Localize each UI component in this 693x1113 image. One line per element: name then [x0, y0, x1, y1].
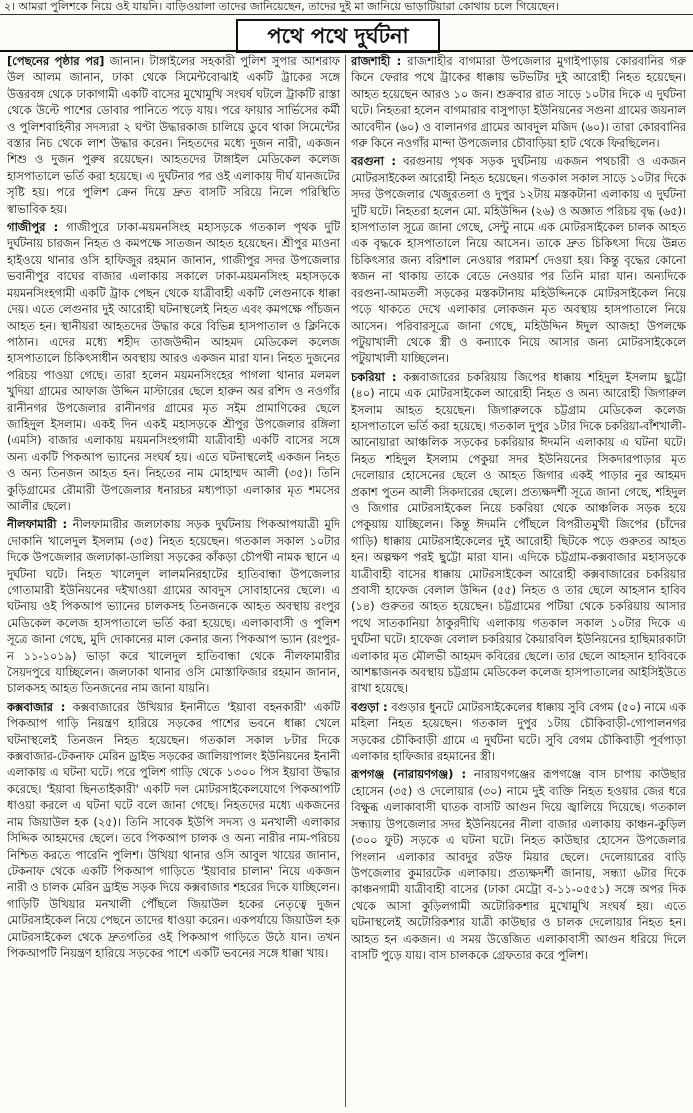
article-paragraph [7, 219, 340, 514]
headline-rule [0, 50, 693, 52]
dateline: গাজীপুর : [7, 220, 59, 235]
top-strip-text: ২। আমরা পুলিশকে নিয়ে ওই যায়নি। বাড়িওয়ালা তাদের জানিয়েছেন, তাদের দুই মা জানিয়ে ভাড়াটিয়ারা কোথায় চলে গিয়েছেন। [0, 0, 693, 15]
column-divider [345, 55, 346, 1107]
article-paragraph [7, 53, 340, 217]
left-column [7, 53, 340, 1109]
dateline: কক্সবাজার : [7, 699, 66, 714]
right-column [351, 53, 686, 1109]
dateline: চকরিয়া : [351, 369, 397, 384]
paragraph-text: কক্সবাজারের উখিয়ার ইনানীতে 'ইয়াবা বহনকারী' একটি পিকআপ গাড়ি নিয়ন্ত্রণ হারিয়ে সড়কের পাশের ভবনে ধাক্কা খেলে ঘটনাস্থলেই তিনজন নিহত হয়েছেন। গতকাল সকাল ৮টার দিকে কক্সবাজার-টেকনাফ মেরিন ড্রাইভ সড়কের জালিয়াপালং ইউনিয়নের ইনানী এলাকায় এ ঘটনা ঘটে। পরে পুলিশ গাড়ি থেকে ১৩০০ পিস ইয়াবা উদ্ধার করেছে। 'ইয়াবা ছিনতাইকারী' একটি দল মোটরসাইকেলযোগে পিকআপটি ধাওয়া করলে এ ঘটনা ঘটে বলে জানা গেছে। নিহতদের মধ্যে একজনের নাম জিয়াউল হক (২৫)। তিনি সাবেক ইউপি সদস্য ও মনখালী এলাকার সিদ্দিক আহমদের ছেলে। তবে পিকআপ চালক ও অন্য নারীর নাম-পরিচয় নিশ্চিত করতে পারেনি পুলিশ। উখিয়া থানার ওসি আবুল খায়ের জানান, টেকনাফ থেকে একটি পিকআপ গাড়িতে 'ইয়াবার চালান' নিয়ে একজন নারী ও চালক মেরিন ড্রাইভ সড়ক দিয়ে কক্সবাজার শহরের দিকে যাচ্ছিলেন। গাড়িটি উখিয়ার মনখালী পৌঁছলে জিয়াউল হকের নেতৃত্বে দুজন মোটরসাইকেল নিয়ে পেছনে তাদের ধাওয়া করেন। একপর্যায়ে জিয়াউল হক মোটরসাইকেল থেকে দ্রুতগতির ওই পিকআপ গাড়িতে উঠে যান। তখন পিকআপটি নিয়ন্ত্রণ হারিয়ে সড়কের পাশে একটি ভবনের সঙ্গে ধাক্কা খায়। [7, 699, 340, 960]
paragraph-text: জানান। টাঙ্গাইলের সহকারী পুলিশ সুপার আশরাফ উল আলম জানান, ঢাকা থেকে সিমেন্টবোঝাই একটি ট্রাকের সঙ্গে উত্তরবঙ্গ থেকে ঢাকাগামী একটি বাসের মুখোমুখি সংঘর্ষ ঘটলে ট্রাকটি রাস্তা থেকে উল্টে পাশের ডোবার পানিতে পড়ে যায়। পরে ফায়ার সার্ভিসের কর্মী ও পুলিশবাহিনীর সদস্যরা ২ ঘণ্টা উদ্ধারকাজ চালিয়ে ডুবে থাকা সিমেন্টের বস্তার নিচ থেকে লাশ উদ্ধার করেন। নিহতদের মধ্যে দুজন নারী, একজন শিশু ও দুজন পুরুষ রয়েছেন। আহতদের টাঙ্গাইল মেডিকেল কলেজ হাসপাতালে ভর্তি করা হয়েছে। এ দুর্ঘটনার পর ওই এলাকায় দীর্ঘ যানজটের সৃষ্টি হয়। পরে পুলিশ ক্রেন দিয়ে দ্রুত বাসটি সরিয়ে নিলে পরিস্থিতি স্বাভাবিক হয়। [7, 54, 340, 216]
dateline: নীলফামারী : [7, 517, 67, 532]
headline-box [236, 19, 440, 53]
article-paragraph [7, 699, 340, 962]
article-paragraph [7, 516, 340, 696]
dateline: বরগুনা : [351, 154, 396, 169]
paragraph-text: নারায়ণগঞ্জের রূপগঞ্জে বাস চাপায় কাউছার হোসেন (৩৫) ও দেলোয়ার (৩০) নামে দুই ব্যক্তি নিহত হওয়ার জের ধরে বিক্ষুব্ধ এলাকাবাসী ঘাতক বাসটি আগুন দিয়ে জ্বালিয়ে দিয়েছে। গতকাল সন্ধ্যায় উপজেলার সদর ইউনিয়নের নীলা বাজার এলাকায় কাঞ্চন-কুড়িল (৩০০ ফুট) সড়কে এ ঘটনা ঘটে। নিহত কাউছার হোসেন উপজেলার পিংলান এলাকার আবদুর রউফ মিয়ার ছেলে। দেলোয়ারের বাড়ি উপজেলার কুমারটেক এলাকায়। প্রত্যক্ষদর্শী জানায়, সন্ধ্যা ৬টার দিকে কাঞ্চনগামী যাত্রীবাহী বাসের (ঢাকা মেট্রো ব-১১-০৫৫১) সঙ্গে অপর দিক থেকে আসা কুড়িলগামী অটোরিকশার মুখোমুখি সংঘর্ষ হয়। এতে ঘটনাস্থলেই অটোরিকশার যাত্রী কাউছার ও চালক দেলোয়ার নিহত হন। আহত হন একজন। এ সময় উত্তেজিত এলাকাবাসী আগুন ধরিয়ে দিলে বাসটি পুড়ে যায়। বাস চালককে গ্রেফতার করে পুলিশ। [351, 767, 686, 962]
dateline: [পেছনের পৃষ্ঠার পর] [7, 54, 105, 68]
paragraph-text: নীলফামারীর জলঢাকায় সড়ক দুর্ঘটনায় পিকআপযাত্রী মুদি দোকানি খালেদুল ইসলাম (৩৫) নিহত হয়েছেন। গতকাল সকাল ১০টার দিকে উপজেলার জলঢাকা-ডালিয়া সড়কের কাঁকড়া চৌপথী নামক স্থানে এ দুর্ঘটনা ঘটে। নিহত খালেদুল লালমনিরহাটের হাতিবান্ধা উপজেলার গোতামারী ইউনিয়নের দইখাওয়া গ্রামের আবদুস সোবাহানের ছেলে। এ ঘটনায় ওই পিকআপ ভ্যানের চালকসহ তিনজনকে আহত অবস্থায় রংপুর মেডিকেল কলেজ হাসপাতালে ভর্তি করা হয়েছে। এলাকাবাসী ও পুলিশ সূত্রে জানা গেছে, মুদি দোকানের মাল কেনার জন্য পিকআপ ভ্যান (রংপুর-ন ১১-১০১৯) ভাড়া করে খালেদুল হাতিবান্ধা থেকে নীলফামারীর সৈয়দপুরে যাচ্ছিলেন। জলঢাকা থানার ওসি মোস্তাফিজার রহমান জানান, চালকসহ আহত তিনজনের নাম জানা যায়নি। [7, 517, 340, 696]
paragraph-text: রাজশাহীর বাগমারা উপজেলার মুগাইপাড়ায় কোরবানির গরু কিনে ফেরার পথে ট্রাকের ধাক্কায় ভটভটির দুই আরোহী নিহত হয়েছেন। আহত হয়েছেন আরও ১০ জন। শুক্রবার রাত সাড়ে ১০টার দিকে এ দুর্ঘটনা ঘটে। নিহতরা হলেন বাগমারার বাসুপাড়া ইউনিয়নের সগুনা গ্রামের জয়নাল আবেদীন (৬০) ও বালানগর গ্রামের আবদুল মজিদ (৬০)। তারা কোরবানির গরু কিনে নওগাঁর মান্দা উপজেলার চৌবাড়িয়া হাট থেকে ফিরছিলেন। [351, 54, 686, 151]
article-paragraph [351, 153, 686, 366]
dateline: রূপগঞ্জ (নারায়ণগঞ্জ) : [351, 767, 467, 782]
article-paragraph [351, 699, 686, 765]
article-paragraph [351, 369, 686, 697]
article-paragraph [351, 766, 686, 963]
dateline: রাজশাহী : [351, 54, 402, 68]
page-headline: পথে পথে দুর্ঘটনা [267, 23, 409, 48]
paragraph-text: গাজীপুরে ঢাকা-ময়মনসিংহ মহাসড়কে গতকাল পৃথক দুটি দুর্ঘটনায় চারজন নিহত ও কমপক্ষে সাতজন আহত হয়েছেন। শ্রীপুর মাওনা হাইওয়ে থানার ওসি হাফিজুর রহমান জানান, গাজীপুর সদর উপজেলার ভবানীপুর বাঘের বাজার এলাকায় সকালে ঢাকা-ময়মনসিংহ মহাসড়কে ময়মনসিংহগামী একটি ট্রাক পেছন থেকে যাত্রীবাহী একটি লেগুনাকে ধাক্কা দেয়। এতে লেগুনার দুই আরোহী ঘটনাস্থলেই নিহত এবং কমপক্ষে পাঁচজন আহত হন। স্থানীয়রা আহতদের উদ্ধার করে বিভিন্ন হাসপাতাল ও ক্লিনিকে পাঠান। এদের মধ্যে শহীদ তাজউদ্দীন আহমদ মেডিকেল কলেজ হাসপাতালে চিকিৎসাধীন অবস্থায় আরও একজন মারা যান। নিহত দুজনের পরিচয় পাওয়া গেছে। তারা হলেন ময়মনসিংহের পাগলা থানার মলমল খুদিয়া গ্রামের আফাজ উদ্দিন মাস্টারের ছেলে হারুন অর রশিদ ও নওগাঁর রানীনগর উপজেলার রানীনগর গ্রামের মৃত সইম প্রামাণিকের ছেলে জাহিদুল ইসলাম। একই দিন একই মহাসড়কে শ্রীপুর উপজেলার রঙ্গিলা (এমসি) বাজার এলাকায় ময়মনসিংহগামী যাত্রীবাহী একটি বাসের সঙ্গে অন্য একটি পিকআপ ভ্যানের সংঘর্ষ হয়। এতে ঘটনাস্থলেই একজন নিহত ও অন্য তিনজন আহত হন। নিহতের নাম মোহাম্মদ আলী (৩৫)। তিনি কুড়িগ্রামের রৌমারী উপজেলার ধনারচর মধ্যপাড়া এলাকার মৃত শমসের আলীর ছেলে। [7, 220, 340, 513]
article-paragraph [351, 53, 686, 151]
paragraph-text: কক্সবাজারের চকরিয়ায় জিপের ধাক্কায় শহিদুল ইসলাম ছুট্টো (৪০) নামে এক মোটরসাইকেল আরোহী নিহত ও অন্য আরোহী জিগারুল ইসলাম আহত হয়েছেন। জিগারুলকে চট্টগ্রাম মেডিকেল কলেজ হাসপাতালে ভর্তি করা হয়েছে। গতকাল দুপুর ১টার দিকে চকরিয়া-বাঁশখালী-আনোয়ারা আঞ্চলিক সড়কের চকরিয়ার ঈদমনি এলাকায় এ ঘটনা ঘটে। নিহত শহিদুল ইসলাম পেকুয়া সদর ইউনিয়নের সিকদারপাড়ার মৃত দেলোয়ার হোসেনের ছেলে ও আহত জিগার একই পাড়ার নুর আহমদ প্রকাশ পুতন আলী সিকদারের ছেলে। প্রত্যক্ষদর্শী সূত্রে জানা গেছে, শহিদুল ও জিগার মোটরসাইকেল নিয়ে চকরিয়া থেকে আঞ্চলিক সড়ক হয়ে পেকুয়ায় যাচ্ছিলেন। কিন্তু ঈদমনি পৌঁছলে বিপরীতমুখী জিপের (চাঁদের গাড়ি) ধাক্কায় মোটরসাইকেলের দুই আরোহী ছিটকে পড়ে গুরুতর আহত হন। অল্পক্ষণ পরই ছুট্টো মারা যান। এদিকে চট্টগ্রাম-কক্সবাজার মহাসড়কে যাত্রীবাহী বাসের ধাক্কায় মোটরসাইকেল আরোহী কক্সবাজারের চকরিয়ার প্রবাসী হাফেজ বেলাল উদ্দিন (৫৫) নিহত ও তার ছেলে আহসান হাবিব (১৪) গুরুতর আহত হয়েছেন। চট্টগ্রামের পটিয়া থেকে চকরিয়ায় আসার পথে সাতকানিয়া ঠাকুরদীঘি এলাকায় গতকাল সকাল ১০টার দিকে এ দুর্ঘটনা ঘটে। হাফেজ বেলাল চকরিয়ার কৈয়ারবিল ইউনিয়নের হাছিমারকাটা এলাকার মৃত মৌলভী আহমদ কবিরের ছেলে। তার ছেলে আহসান হাবিবকে আশঙ্কাজনক অবস্থায় চট্টগ্রাম মেডিকেল কলেজ হাসপাতালের আইসিইউতে রাখা হয়েছে। [351, 369, 686, 696]
paragraph-text: বগুড়ার ধুনটে মোটরসাইকেলের ধাক্কায় সুবি বেগম (৫০) নামে এক মহিলা নিহত হয়েছেন। গতকাল দুপুর ১টায় চৌকিবাড়ী-গোপালনগর সড়কের চৌকিবাড়ী গ্রামে এ দুর্ঘটনা ঘটে। সুবি বেগম চৌকিবাড়ী পূর্বপাড়া এলাকার হাফিজার রহমানের স্ত্রী। [351, 699, 686, 764]
paragraph-text: বরগুনায় পৃথক সড়ক দুর্ঘটনায় একজন পথচারী ও একজন মোটরসাইকেল আরোহী নিহত হয়েছেন। গতকাল সকাল সাড়ে ১০টার দিকে সদর উপজেলার খেজুরতলা ও দুপুর ১২টায় মস্তকটানা এলাকায় এ দুর্ঘটনা দুটি ঘটে। নিহতরা হলেন মো. মহিউদ্দিন (২৬) ও অজ্ঞাত পরিচয় বৃদ্ধ (৬৫)। হাসপাতাল সূত্রে জানা গেছে, সেন্টু নামে এক মোটরসাইকেল চালক আহত এক বৃদ্ধকে হাসপাতালে নিয়ে আসেন। তাকে দ্রুত চিকিৎসা দিয়ে উন্নত চিকিৎসার জন্য বরিশাল নেওয়ার পরামর্শ দেওয়া হয়। কিন্তু বৃদ্ধের কোনো স্বজন না থাকায় তাকে বেডে নেওয়ার পর তিনি মারা যান। অন্যদিকে বরগুনা-আমতলী সড়কের মস্তকটানায় মহিউদ্দিনকে মোটরসাইকেল নিয়ে পড়ে থাকতে দেখে এলাকার লোকজন মৃত অবস্থায় হাসপাতালে নিয়ে আসেন। পরিবারসূত্রে জানা গেছে, মহিউদ্দিন ঈদুল আজহা উপলক্ষে পটুয়াখালী থেকে স্ত্রী ও কন্যাকে নিয়ে আসার জন্য মোটরসাইকেলে পটুয়াখালী যাচ্ছিলেন। [351, 154, 686, 366]
dateline: বগুড়া : [351, 699, 388, 714]
